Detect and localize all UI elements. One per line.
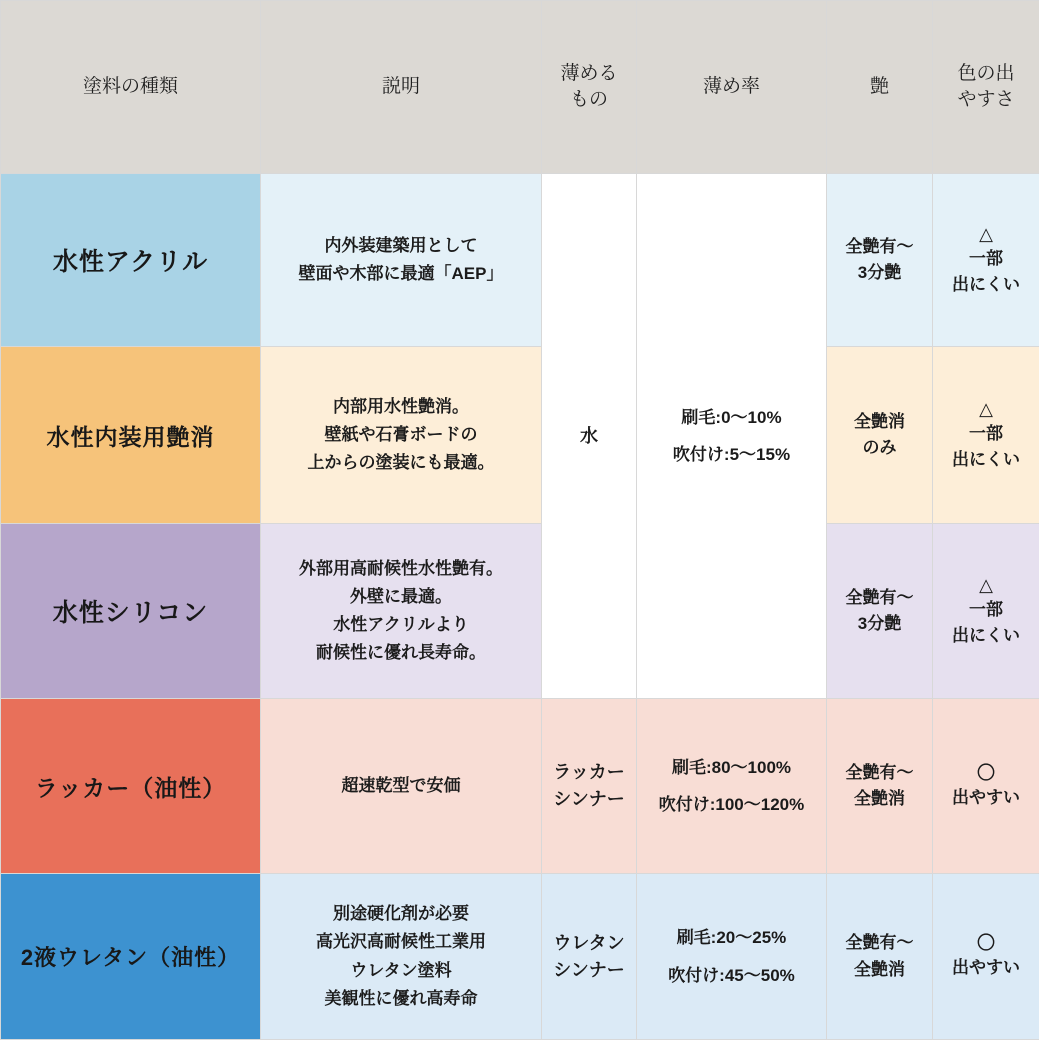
cell-description: [261, 874, 542, 1040]
description-line: 壁紙や石膏ボードの: [325, 425, 478, 444]
gloss-line: 全艶消: [854, 960, 905, 979]
description-line: 美観性に優れ高寿命: [325, 989, 478, 1008]
color-ease-line: 出にくい: [952, 626, 1020, 645]
header-description: 説明: [261, 1, 542, 174]
header-color-ease-line2: やすさ: [957, 89, 1014, 110]
thinner-line: ラッカー: [553, 762, 625, 782]
thinner-line: シンナー: [553, 789, 625, 809]
cell-color-ease: [933, 524, 1039, 699]
description-line: 壁面や木部に最適「AEP」: [299, 264, 504, 283]
color-ease-mark: 〇: [939, 932, 1033, 955]
cell-description: [261, 174, 542, 347]
cell-description: [261, 524, 542, 699]
cell-thinner: [542, 874, 637, 1040]
cell-description: [261, 347, 542, 524]
cell-color-ease: [933, 174, 1039, 347]
table-row: [1, 174, 1039, 347]
header-thinner-line1: 薄める: [560, 63, 617, 84]
gloss-line: 全艶有〜: [846, 763, 914, 782]
rate-line-spray: 吹付け:5〜15%: [673, 445, 790, 464]
cell-gloss: [827, 347, 933, 524]
rate-line-spray: 吹付け:100〜120%: [659, 795, 805, 814]
cell-paint-type: ラッカー（油性）: [1, 699, 261, 874]
description-line: 外部用高耐候性水性艶有。: [299, 559, 503, 578]
description-line: 高光沢高耐候性工業用: [316, 932, 486, 951]
cell-color-ease: [933, 347, 1039, 524]
thinner-line: シンナー: [553, 960, 625, 980]
table-body: [1, 174, 1039, 1040]
color-ease-line: 一部: [969, 249, 1003, 268]
color-ease-mark: △: [939, 223, 1033, 246]
gloss-line: のみ: [863, 438, 897, 457]
gloss-line: 全艶有〜: [846, 588, 914, 607]
description-line: 別途硬化剤が必要: [333, 904, 469, 923]
gloss-line: 全艶消: [854, 412, 905, 431]
cell-dilution-rate-water: [637, 174, 827, 699]
cell-gloss: [827, 699, 933, 874]
table-row: [1, 699, 1039, 874]
cell-dilution-rate: [637, 874, 827, 1040]
color-ease-mark: 〇: [939, 762, 1033, 785]
thinner-line: ウレタン: [553, 933, 624, 953]
description-line: 耐候性に優れ長寿命。: [316, 643, 486, 662]
cell-dilution-rate: [637, 699, 827, 874]
color-ease-line: 一部: [969, 424, 1003, 443]
cell-paint-type: 水性内装用艶消: [1, 347, 261, 524]
color-ease-line: 一部: [969, 600, 1003, 619]
table-header: [1, 1, 1039, 174]
rate-line-brush: 刷毛:20〜25%: [677, 928, 787, 947]
description-line: 水性アクリルより: [333, 615, 469, 634]
rate-line-brush: 刷毛:0〜10%: [681, 408, 781, 427]
header-color-ease: [933, 1, 1039, 174]
cell-paint-type: 水性シリコン: [1, 524, 261, 699]
cell-gloss: [827, 524, 933, 699]
cell-paint-type: 水性アクリル: [1, 174, 261, 347]
description-line: 上からの塗装にも最適。: [308, 453, 495, 472]
header-paint-type: 塗料の種類: [1, 1, 261, 174]
table-row: [1, 524, 1039, 699]
description-line: 内外装建築用として: [325, 236, 478, 255]
gloss-line: 全艶有〜: [846, 933, 914, 952]
header-row: [1, 1, 1039, 174]
color-ease-line: 出やすい: [952, 788, 1020, 807]
gloss-line: 3分艶: [858, 263, 901, 282]
table-row: [1, 874, 1039, 1040]
header-thinner: [542, 1, 637, 174]
header-color-ease-line1: 色の出: [957, 63, 1014, 84]
table-row: [1, 347, 1039, 524]
gloss-line: 全艶有〜: [846, 237, 914, 256]
cell-gloss: [827, 174, 933, 347]
header-gloss: 艶: [827, 1, 933, 174]
color-ease-mark: △: [939, 398, 1033, 421]
cell-color-ease: [933, 874, 1039, 1040]
description-line: ウレタン塗料: [350, 961, 451, 980]
description-line: 外壁に最適。: [350, 587, 452, 606]
color-ease-line: 出にくい: [952, 275, 1020, 294]
description-line: 内部用水性艶消。: [333, 397, 469, 416]
header-dilution-rate: 薄め率: [637, 1, 827, 174]
gloss-line: 3分艶: [858, 614, 901, 633]
rate-line-brush: 刷毛:80〜100%: [672, 758, 791, 777]
cell-thinner-water: 水: [542, 174, 637, 699]
cell-thinner: [542, 699, 637, 874]
cell-gloss: [827, 874, 933, 1040]
cell-description: [261, 699, 542, 874]
cell-color-ease: [933, 699, 1039, 874]
color-ease-mark: △: [939, 574, 1033, 597]
header-thinner-line2: もの: [570, 89, 608, 110]
description-line: 超速乾型で安価: [342, 776, 461, 795]
color-ease-line: 出やすい: [952, 958, 1020, 977]
rate-line-spray: 吹付け:45〜50%: [668, 966, 795, 985]
color-ease-line: 出にくい: [952, 450, 1020, 469]
gloss-line: 全艶消: [854, 789, 905, 808]
cell-paint-type: 2液ウレタン（油性）: [1, 874, 261, 1040]
